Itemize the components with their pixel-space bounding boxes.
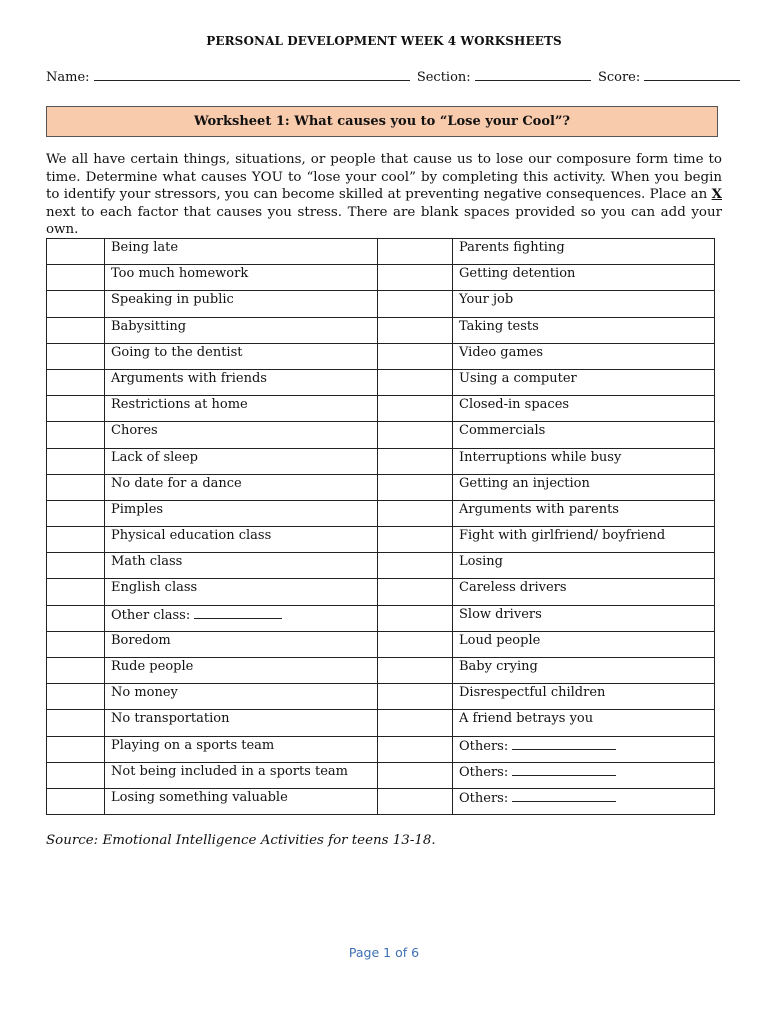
stressor-label: Losing something valuable (111, 789, 288, 805)
checkbox-cell[interactable] (47, 500, 105, 526)
stressor-label: Too much homework (111, 266, 249, 282)
checkbox-cell[interactable] (47, 631, 105, 657)
stressor-item (105, 527, 378, 553)
checkbox-cell[interactable] (47, 553, 105, 579)
stressor-item (453, 762, 715, 788)
checkbox-cell[interactable] (378, 396, 453, 422)
checkbox-cell[interactable] (378, 317, 453, 343)
table-row (47, 239, 715, 265)
stressor-label: Closed-in spaces (459, 397, 570, 413)
write-in-blank[interactable] (194, 606, 282, 619)
checkbox-cell[interactable] (47, 291, 105, 317)
stressor-item (105, 605, 378, 631)
checkbox-cell[interactable] (47, 710, 105, 736)
intro-paragraph (46, 151, 722, 239)
table-row (47, 631, 715, 657)
stressor-label: No money (111, 685, 178, 701)
stressor-label: Others: (459, 764, 509, 780)
checkbox-cell[interactable] (378, 579, 453, 605)
stressor-label: Physical education class (111, 528, 272, 544)
stressor-label: Taking tests (459, 318, 539, 334)
checkbox-cell[interactable] (47, 422, 105, 448)
checkbox-cell[interactable] (378, 553, 453, 579)
checkbox-cell[interactable] (47, 317, 105, 343)
checkbox-cell[interactable] (378, 736, 453, 762)
x-mark: X (711, 186, 722, 203)
stressor-item (453, 684, 715, 710)
stressor-label: Getting detention (459, 266, 576, 282)
stressor-label: Using a computer (459, 370, 577, 386)
write-in-blank[interactable] (512, 789, 616, 802)
stressor-label: Interruptions while busy (459, 449, 622, 465)
stressor-label: Being late (111, 240, 179, 255)
stressor-item (453, 553, 715, 579)
stressor-label: Loud people (459, 632, 541, 648)
table-row (47, 474, 715, 500)
source-citation: Source: Emotional Intelligence Activities for teens 13-18. (46, 833, 436, 848)
checkbox-cell[interactable] (47, 658, 105, 684)
stressor-item (453, 422, 715, 448)
stressor-label: Careless drivers (459, 580, 567, 596)
table-row (47, 788, 715, 814)
checkbox-cell[interactable] (378, 710, 453, 736)
checkbox-cell[interactable] (378, 527, 453, 553)
stressor-label: Rude people (111, 659, 194, 674)
checkbox-cell[interactable] (47, 788, 105, 814)
stressor-label: Parents fighting (459, 240, 565, 255)
table-row (47, 291, 715, 317)
checkbox-cell[interactable] (378, 239, 453, 265)
intro-text-end: next to each factor that causes you stress. There are blank spaces provided so you can add your own. (46, 204, 722, 238)
checkbox-cell[interactable] (378, 500, 453, 526)
stressor-item (453, 579, 715, 605)
stressor-label: Arguments with friends (111, 370, 267, 386)
table-row (47, 658, 715, 684)
stressor-item (105, 422, 378, 448)
stressor-item (105, 343, 378, 369)
checkbox-cell[interactable] (378, 605, 453, 631)
table-row (47, 343, 715, 369)
score-label: Score: (597, 70, 641, 85)
stressor-item (453, 317, 715, 343)
checkbox-cell[interactable] (47, 265, 105, 291)
section-label: Section: (416, 70, 471, 85)
checkbox-cell[interactable] (47, 343, 105, 369)
stressor-item (105, 317, 378, 343)
checkbox-cell[interactable] (47, 448, 105, 474)
name-label: Name: (46, 70, 90, 85)
stressor-label: Babysitting (111, 318, 187, 334)
stressor-label: Commercials (459, 423, 546, 439)
page-number: Page 1 of 6 (348, 945, 420, 960)
table-row (47, 605, 715, 631)
stressor-label: Fight with girlfriend/ boyfriend (459, 528, 666, 544)
name-field[interactable] (94, 67, 410, 81)
checkbox-cell[interactable] (47, 605, 105, 631)
checkbox-cell[interactable] (378, 291, 453, 317)
stressor-item (105, 265, 378, 291)
worksheet-heading: Worksheet 1: What causes you to “Lose your Cool”? (193, 114, 571, 129)
score-field[interactable] (644, 67, 740, 81)
table-row (47, 369, 715, 395)
stressor-item (453, 500, 715, 526)
table-row (47, 448, 715, 474)
stressor-checklist-table (46, 238, 715, 815)
stressor-label: A friend betrays you (459, 711, 594, 727)
table-row (47, 684, 715, 710)
checkbox-cell[interactable] (378, 343, 453, 369)
stressor-label: Boredom (111, 632, 171, 648)
stressor-label: Math class (111, 554, 183, 570)
stressor-label: Slow drivers (459, 606, 542, 622)
stressor-item (105, 396, 378, 422)
stressor-label: Losing (459, 554, 503, 570)
intro-text: We all have certain things, situations, or people that cause us to lose our composure form time to time. Determine what causes YOU to “lose your cool” by completing this activity. When you begin to identify your stressors, you can become skilled at preventing negative consequences. Place an (46, 152, 722, 203)
stressor-label: Your job (459, 292, 514, 308)
stressor-label: Others: (459, 738, 509, 754)
checkbox-cell[interactable] (378, 422, 453, 448)
page-title: PERSONAL DEVELOPMENT WEEK 4 WORKSHEETS (206, 34, 562, 48)
stressor-item (105, 684, 378, 710)
stressor-label: Playing on a sports team (111, 737, 275, 753)
table-row (47, 265, 715, 291)
stressor-label: Going to the dentist (111, 344, 243, 360)
checkbox-cell[interactable] (47, 762, 105, 788)
stressor-label: Lack of sleep (111, 449, 198, 465)
stressor-item (453, 527, 715, 553)
table-row (47, 710, 715, 736)
stressor-label: Other class: (111, 607, 191, 623)
stressor-label: Pimples (111, 501, 164, 517)
checkbox-cell[interactable] (47, 474, 105, 500)
checkbox-cell[interactable] (378, 448, 453, 474)
section-field[interactable] (475, 67, 591, 81)
table-row (47, 422, 715, 448)
table-row (47, 553, 715, 579)
stressor-item (105, 239, 378, 265)
checkbox-cell[interactable] (47, 369, 105, 395)
stressor-item (105, 762, 378, 788)
stressor-label: Chores (111, 423, 158, 439)
stressor-label: Speaking in public (111, 292, 234, 308)
table-row (47, 396, 715, 422)
stressor-item (453, 631, 715, 657)
checkbox-cell[interactable] (47, 736, 105, 762)
stressor-label: No transportation (111, 711, 230, 727)
table-row (47, 762, 715, 788)
stressor-item (453, 396, 715, 422)
checkbox-cell[interactable] (47, 579, 105, 605)
stressor-item (453, 788, 715, 814)
table-row (47, 500, 715, 526)
stressor-item (453, 239, 715, 265)
stressor-label: Video games (459, 344, 544, 360)
stressor-item (105, 553, 378, 579)
stressor-item (453, 474, 715, 500)
checkbox-cell[interactable] (378, 369, 453, 395)
stressor-item (105, 710, 378, 736)
stressor-item (453, 710, 715, 736)
checkbox-cell[interactable] (378, 762, 453, 788)
stressor-item (105, 788, 378, 814)
stressor-item (105, 500, 378, 526)
stressor-item (105, 474, 378, 500)
write-in-blank[interactable] (512, 763, 616, 776)
stressor-label: Others: (459, 790, 509, 806)
checkbox-cell[interactable] (378, 658, 453, 684)
stressor-item (105, 658, 378, 684)
checkbox-cell[interactable] (378, 684, 453, 710)
student-info-line (46, 67, 722, 87)
table-row (47, 527, 715, 553)
stressor-item (105, 448, 378, 474)
stressor-item (453, 265, 715, 291)
checkbox-cell[interactable] (378, 265, 453, 291)
stressor-label: Baby crying (459, 659, 538, 674)
worksheet-heading-banner (46, 106, 718, 137)
stressor-label: Disrespectful children (459, 685, 606, 701)
stressor-item (105, 369, 378, 395)
checkbox-cell[interactable] (378, 474, 453, 500)
stressor-label: Not being included in a sports team (111, 763, 348, 779)
stressor-item (105, 736, 378, 762)
stressor-item (105, 579, 378, 605)
stressor-item (105, 291, 378, 317)
table-row (47, 736, 715, 762)
stressor-item (453, 369, 715, 395)
write-in-blank[interactable] (512, 737, 616, 750)
checkbox-cell[interactable] (378, 631, 453, 657)
stressor-label: Arguments with parents (459, 501, 619, 517)
stressor-item (105, 631, 378, 657)
stressor-label: Restrictions at home (111, 397, 248, 413)
table-row (47, 579, 715, 605)
checkbox-cell[interactable] (378, 788, 453, 814)
stressor-label: No date for a dance (111, 475, 242, 491)
stressor-item (453, 658, 715, 684)
stressor-label: English class (111, 580, 198, 596)
stressor-label: Getting an injection (459, 475, 590, 491)
stressor-item (453, 736, 715, 762)
table-row (47, 317, 715, 343)
checkbox-cell[interactable] (47, 239, 105, 265)
checkbox-cell[interactable] (47, 527, 105, 553)
checkbox-cell[interactable] (47, 396, 105, 422)
stressor-item (453, 343, 715, 369)
checkbox-cell[interactable] (47, 684, 105, 710)
stressor-item (453, 291, 715, 317)
stressor-item (453, 448, 715, 474)
stressor-item (453, 605, 715, 631)
